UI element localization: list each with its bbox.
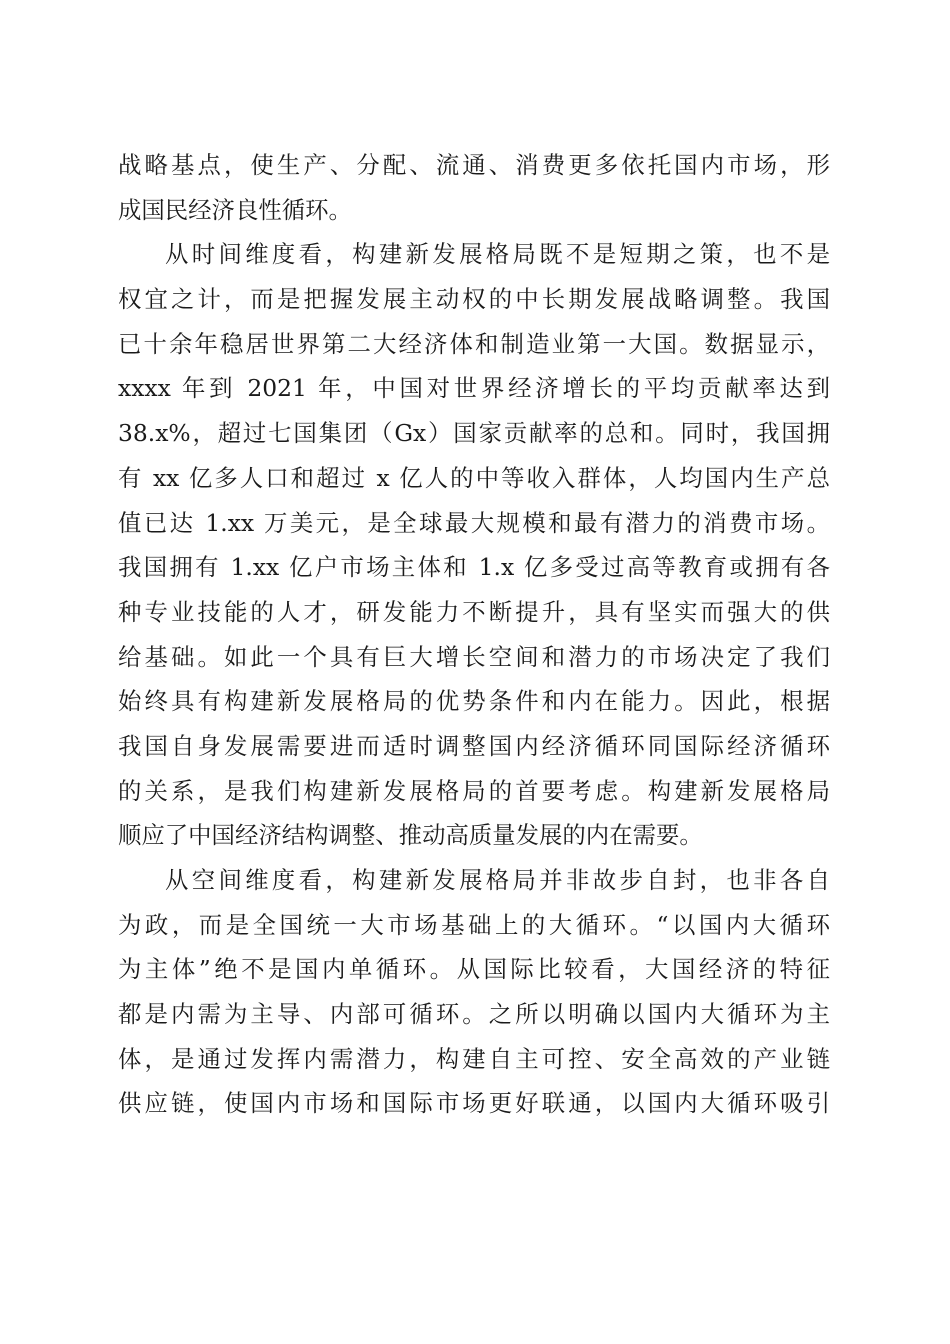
- text-line: 已十余年稳居世界第二大经济体和制造业第一大国。数据显示，: [118, 329, 830, 358]
- text-line: 有 xx 亿多人口和超过 x 亿人的中等收入群体，人均国内生产总: [118, 463, 830, 492]
- paragraph-3: [118, 858, 830, 1126]
- text-line: 我国拥有 1.xx 亿户市场主体和 1.x 亿多受过高等教育或拥有各: [118, 553, 830, 582]
- text-line: 为政，而是全国统一大市场基础上的大循环。“以国内大循环: [118, 910, 830, 939]
- text-line: 战略基点，使生产、分配、流通、消费更多依托国内市场，形: [118, 151, 830, 179]
- text-line: 从空间维度看，构建新发展格局并非故步自封，也非各自: [165, 866, 830, 894]
- body-text: [118, 143, 830, 1126]
- text-line: 给基础。如此一个具有巨大增长空间和潜力的市场决定了我们: [118, 642, 830, 671]
- text-line: 种专业技能的人才，研发能力不断提升，具有坚实而强大的供: [118, 597, 830, 626]
- text-line: 供应链，使国内市场和国际市场更好联通，以国内大循环吸引: [118, 1089, 830, 1118]
- text-line: xxxx 年到 2021 年，中国对世界经济增长的平均贡献率达到: [118, 374, 830, 403]
- text-line: 顺应了中国经济结构调整、推动高质量发展的内在需要。: [118, 821, 703, 850]
- text-line: 从时间维度看，构建新发展格局既不是短期之策，也不是: [165, 240, 830, 269]
- text-line: 为主体”绝不是国内单循环。从国际比较看，大国经济的特征: [118, 955, 830, 984]
- text-line: 始终具有构建新发展格局的优势条件和内在能力。因此，根据: [118, 687, 830, 716]
- text-line: 我国自身发展需要进而适时调整国内经济循环同国际经济循环: [118, 731, 830, 760]
- text-line: 的关系，是我们构建新发展格局的首要考虑。构建新发展格局: [118, 776, 830, 805]
- paragraph-1: [118, 143, 830, 232]
- text-line: 成国民经济良性循环。: [118, 195, 352, 224]
- text-line: 都是内需为主导、内部可循环。之所以明确以国内大循环为主: [118, 1000, 830, 1029]
- text-line: 权宜之计，而是把握发展主动权的中长期发展战略调整。我国: [118, 285, 830, 314]
- paragraph-2: [118, 232, 830, 858]
- text-line: 值已达 1.xx 万美元，是全球最大规模和最有潜力的消费市场。: [118, 508, 830, 537]
- text-line: 38.x%，超过七国集团（Gx）国家贡献率的总和。同时，我国拥: [118, 419, 830, 448]
- text-line: 体，是通过发挥内需潜力，构建自主可控、安全高效的产业链: [118, 1044, 830, 1073]
